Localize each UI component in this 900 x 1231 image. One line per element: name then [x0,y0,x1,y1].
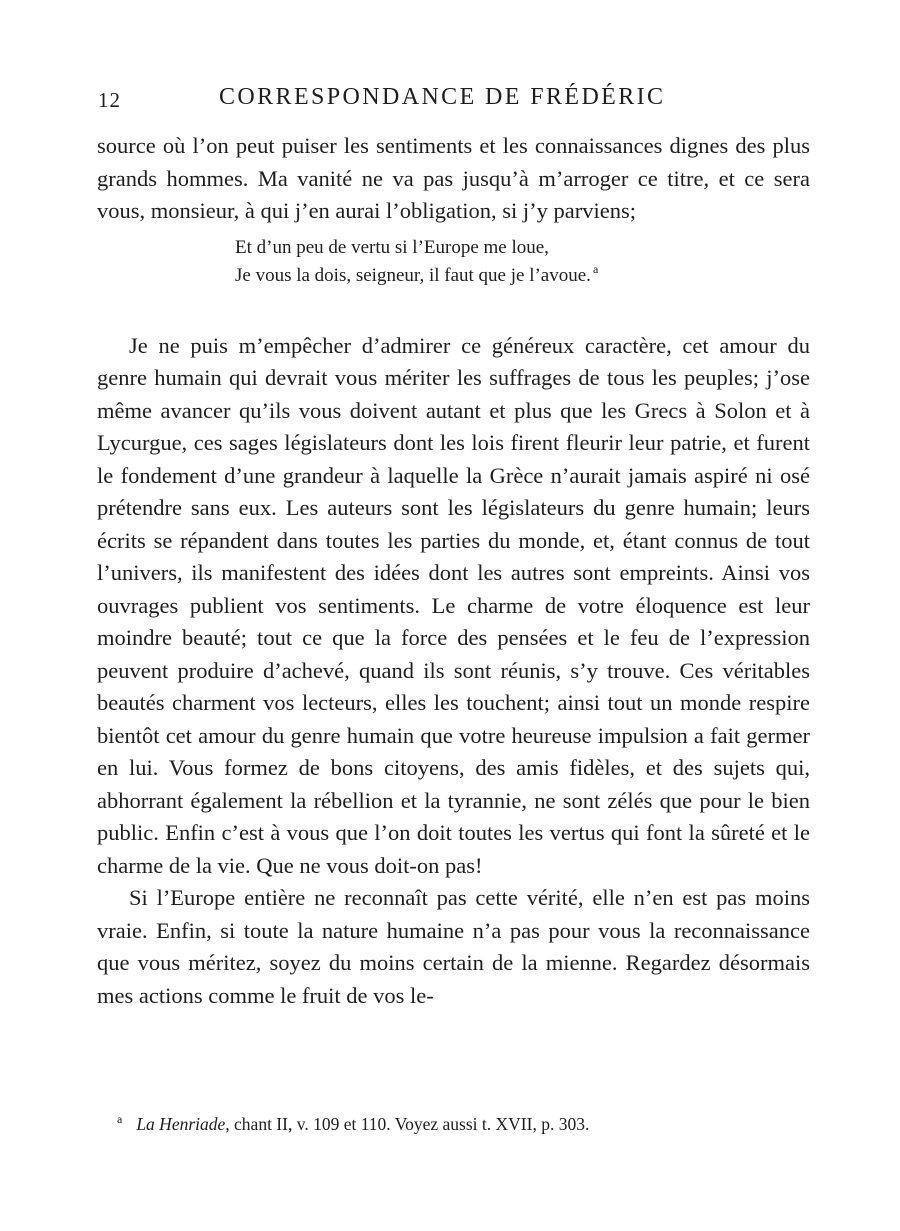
footnote-title: La Henriade, [136,1114,230,1134]
paragraph-3: Si l’Europe entière ne reconnaît pas cette vérité, elle n’en est pas moins vraie. Enfin, si toute la nature humaine n’a pas pour vous la reconnaissance que vous méritez, soyez du moins certain de la mienne. Regardez désormais mes actions comme le fruit de vos le- [97,885,810,1008]
body-text [97,130,810,1012]
footnote-text: chant II, v. 109 et 110. Voyez aussi t. XVII, p. 303. [229,1114,590,1134]
paragraph-2: Je ne puis m’empêcher d’admirer ce généreux caractère, cet amour du genre humain qui devrait vous mériter les suffrages de tous les peuples; j’ose même avancer qu’ils vous doivent autant et plus que les Grecs à Solon et à Lycurgue, ces sages législateurs dont les lois firent fleurir leur patrie, et furent le fondement d’une grandeur à laquelle la Grèce n’aurait jamais aspiré ni osé prétendre sans eux. Les auteurs sont les législateurs du genre humain; leurs écrits se répandent dans toutes les parties du monde, et, étant connus de tout l’univers, ils manifestent des idées dont les autres sont empreints. Ainsi vos ouvrages publient vos sentiments. Le charme de votre éloquence est leur moindre beauté; tout ce que la force des pensées et le feu de l’expression peuvent produire d’achevé, quand ils sont réunis, s’y trouve. Ces véritables beautés charment vos lecteurs, elles les touchent; ainsi tout un monde respire bientôt cet amour du genre humain que votre heureuse impulsion a fait germer en lui. Vous formez de bons citoyens, des amis fidèles, et des sujets qui, abhorrant également la rébellion et la tyrannie, ne sont zélés que pour le bien public. Enfin c’est à vous que l’on doit toutes les vertus qui font la sûreté et le charme de la vie. Que ne vous doit-on pas! [97,332,810,878]
footnote [117,1112,817,1136]
page-number: 12 [98,88,121,112]
footnote-reference-mark: a [592,262,599,277]
verse-quotation [235,234,810,290]
running-title: CORRESPONDANCE DE FRÉDÉRIC [219,84,666,110]
verse-line-1: Et d’un peu de vertu si l’Europe me loue, [235,236,549,258]
verse-line-2 [235,262,810,290]
page-header [98,84,810,118]
verse-line-2-text: Je vous la dois, seigneur, il faut que je l’avoue. [235,264,591,286]
paragraph-1: source où l’on peut puiser les sentiments et les connaissances dignes des plus grands hommes. Ma vanité ne va pas jusqu’à m’arroger ce titre, et ce sera vous, monsieur, à qui j’en aurai l’obligation, si j’y parviens; [97,133,810,223]
footnote-mark: a [117,1112,123,1127]
